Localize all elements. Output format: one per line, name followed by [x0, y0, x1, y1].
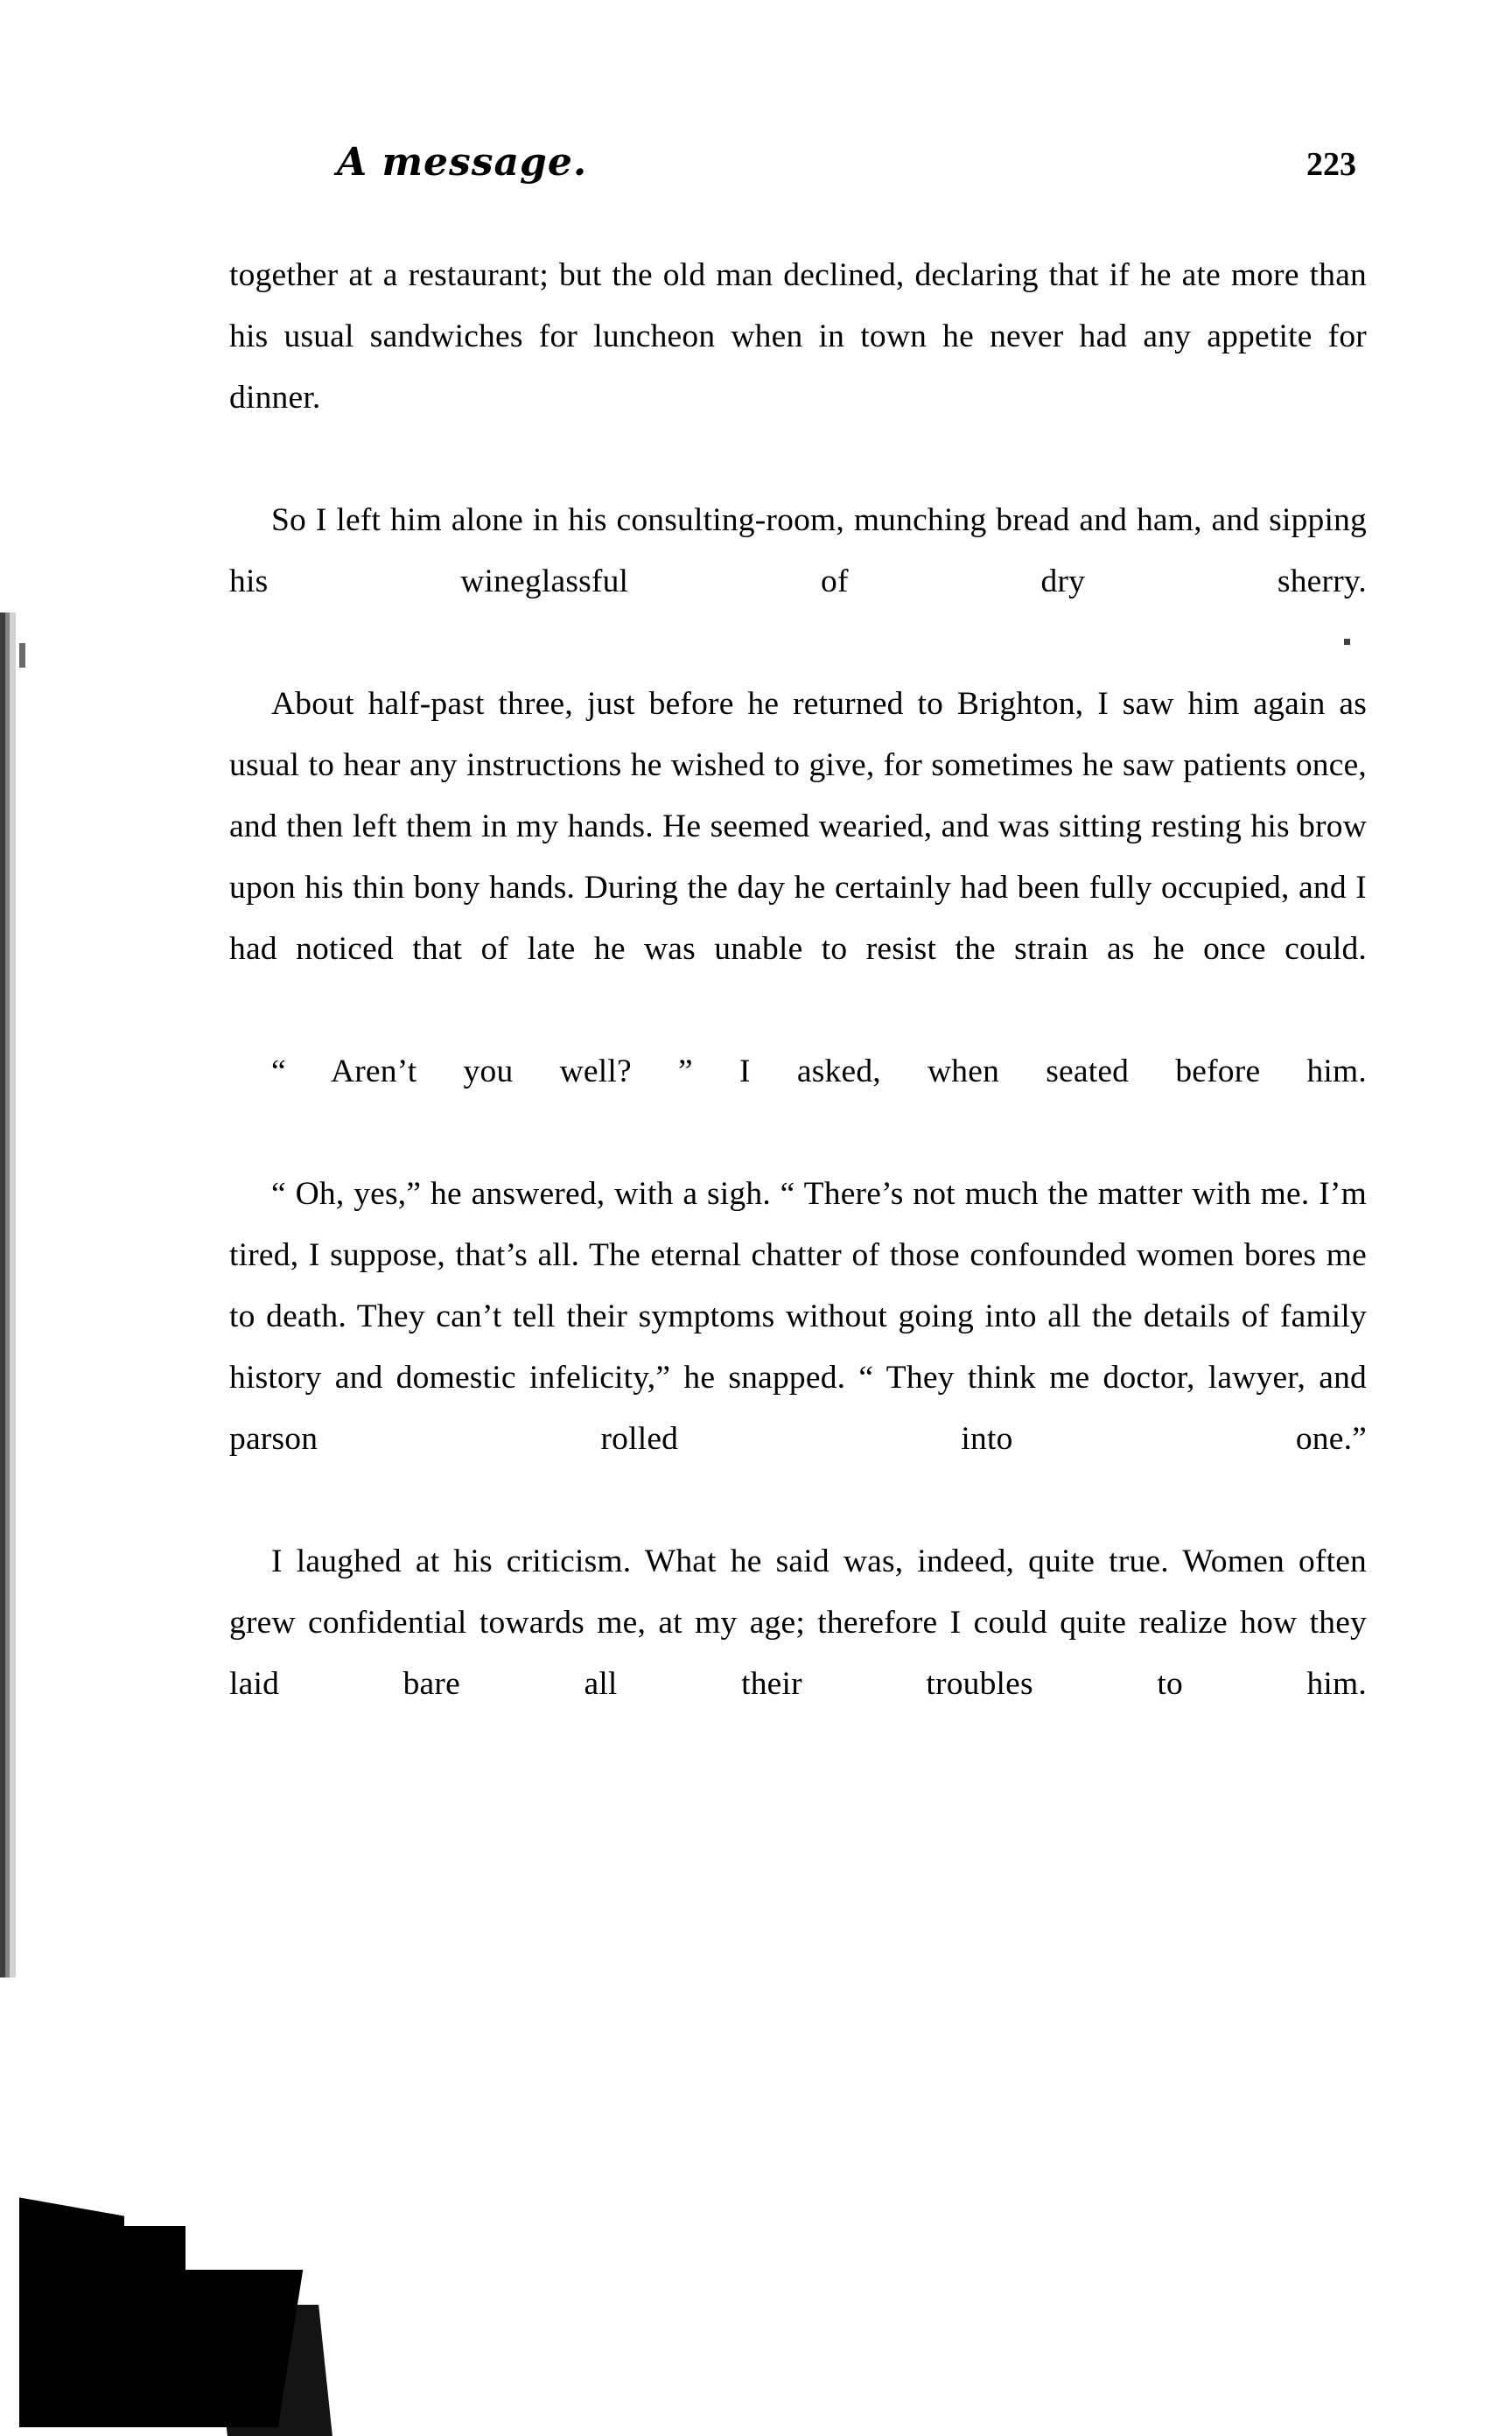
page-title: A message.	[337, 140, 588, 185]
scan-speck-artifact	[1344, 639, 1350, 645]
paragraph: So I left him alone in his consulting-room, munching bread and ham, and sipping his wineglassful of dry sherry.	[229, 502, 1367, 599]
paragraph: “ Oh, yes,” he answered, with a sigh. “ There’s not much the matter with me. I’m tired, I suppose, that’s all. The eternal chatter of those confounded women bores me to death. They can’t tell their symptoms without going into all the details of family history and domestic infelicity,” he snapped. “ They think me doctor, lawyer, and parson rolled into one.”	[229, 1176, 1367, 1457]
scan-speck-artifact	[19, 643, 25, 668]
running-head	[219, 140, 1356, 201]
paragraph: About half-past three, just before he returned to Brighton, I saw him again as usual to hear any instructions he wished to give, for sometimes he saw patients once, and then left them in my hands. He seemed wearied, and was sitting resting his brow upon his thin bony hands. During the day he certainly had been fully occupied, and I had noticed that of late he was unable to resist the strain as he once could.	[229, 686, 1367, 967]
page-number: 223	[1306, 146, 1356, 183]
scan-edge-artifact	[0, 612, 23, 1978]
paragraph: together at a restaurant; but the old man declined, declaring that if he ate more than his usual sandwiches for luncheon when in town he never had any appetite for dinner.	[229, 257, 1367, 416]
paragraph: I laughed at his criticism. What he said was, indeed, quite true. Women often grew confidential towards me, at my age; therefore I could quite realize how they laid bare all their troubles to him.	[229, 1544, 1367, 1702]
paragraph: “ Aren’t you well? ” I asked, when seated before him.	[271, 1054, 1367, 1089]
scan-corner-blot-artifact	[19, 2174, 308, 2427]
body-text	[229, 245, 1367, 1776]
